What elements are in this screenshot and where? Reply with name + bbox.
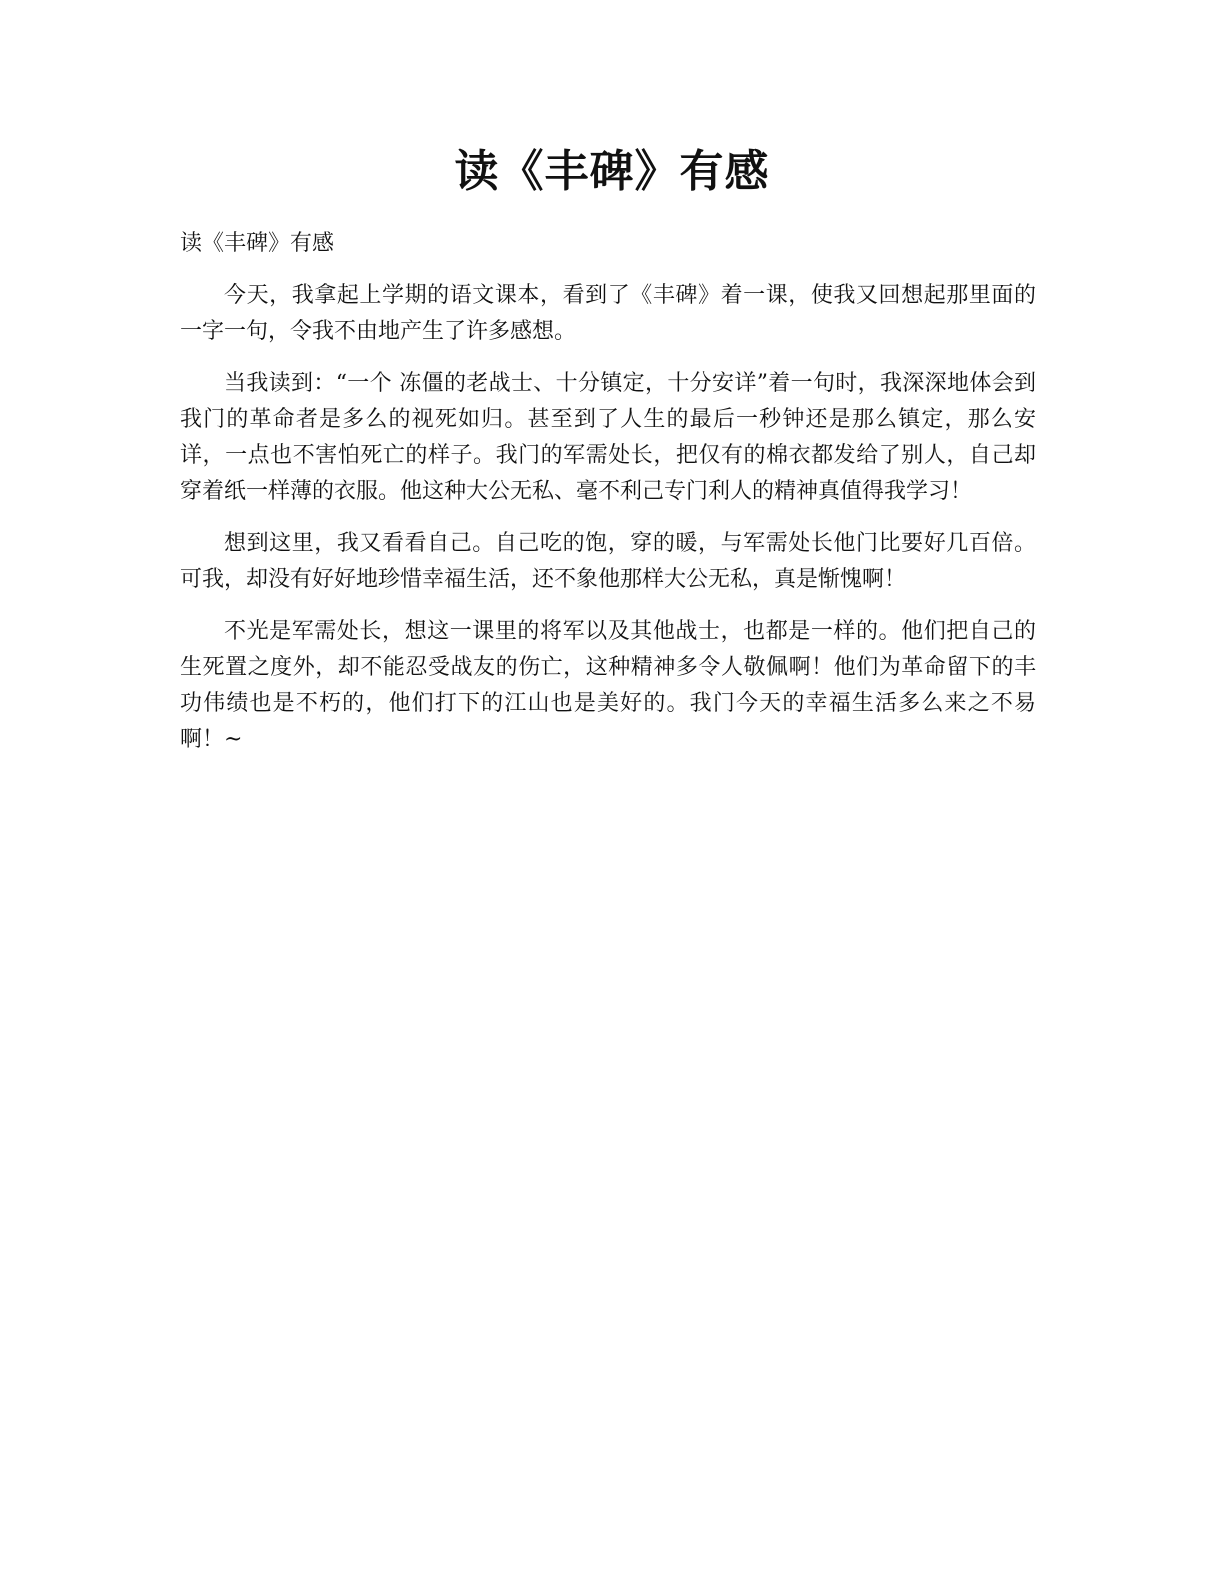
paragraph-2: 当我读到：“一个 冻僵的老战士、十分镇定，十分安详”着一句时，我深深地体会到我门的革命者是多么的视死如归。甚至到了人生的最后一秒钟还是那么镇定，那么安详，一点也不害怕死亡的样子。我门的军需处长，把仅有的棉衣都发给了别人，自己却穿着纸一样薄的衣服。他这种大公无私、毫不利己专门利人的精神真值得我学习！ (180, 371, 1036, 504)
paragraph-3: 想到这里，我又看看自己。自己吃的饱，穿的暖，与军需处长他门比要好几百倍。可我，却没有好好地珍惜幸福生活，还不象他那样大公无私，真是惭愧啊！ (180, 531, 1036, 592)
document-body (180, 226, 1036, 774)
paragraph-4: 不光是军需处长，想这一课里的将军以及其他战士，也都是一样的。他们把自己的生死置之度外，却不能忍受战友的伤亡，这种精神多令人敬佩啊！他们为革命留下的丰功伟绩也是不朽的，他们打下的江山也是美好的。我门今天的幸福生活多么来之不易啊！~ (180, 619, 1036, 752)
document-subtitle: 读《丰碑》有感 (180, 231, 335, 256)
document-title: 读《丰碑》有感 (454, 146, 770, 197)
paragraph-1: 今天，我拿起上学期的语文课本，看到了《丰碑》着一课，使我又回想起那里面的一字一句，令我不由地产生了许多感想。 (180, 283, 1036, 344)
